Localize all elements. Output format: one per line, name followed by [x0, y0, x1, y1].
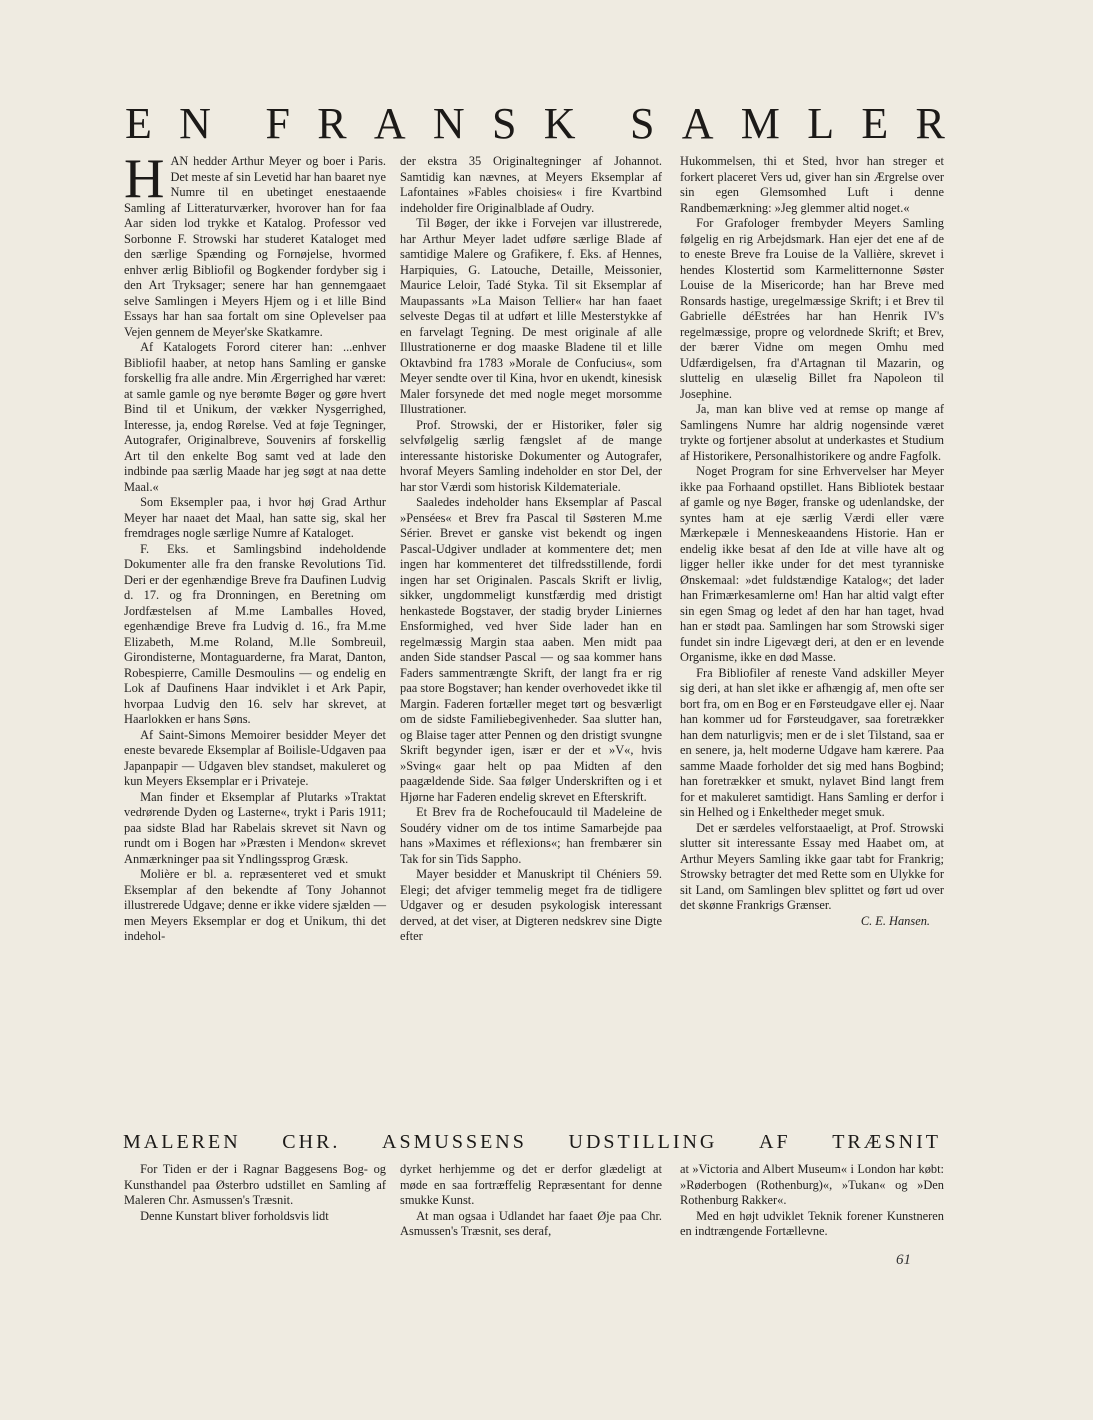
- paragraph: Hukommelsen, thi et Sted, hvor han streger et forkert placeret Vers ud, giver han sin Ærgrelse over sin egen Glemsomhed Luft i denne Randbemærkning: »Jeg glemmer altid noget.«: [680, 154, 944, 215]
- paragraph: Saaledes indeholder hans Eksemplar af Pascal »Pensées« et Brev fra Pascal til Søsteren M.me Sérier. Brevet er ganske vist bekendt og ingen Pascal-Udgiver undlader at kommentere det; men ingen har kommenteret det tilfredsstillende, fordi ingen har set Originalen. Pascals Skrift er livlig, sikker, ungdommeligt kunstfærdig med dristigt henkastede Bogstaver, der stadig bryder Liniernes Ensformighed, ved hver Side lader han en regelmæssig Margin staa aaben. Men midt paa anden Side standser Pascal — og saa kommer hans Faders sammentrængte Skrift, der langt fra er rig paa store Bogstaver; han kender overhovedet ikke til Margin. Faderen fortæller meget tørt og besværligt om de sidste Familiebegivenheder. Saa slutter han, og Blaise tager atter Pennen og den dristigt svungne Skrift begynder igen, især er der et »V«, hvis »Sving« gaar helt op paa Midten af den paagældende Side. Saa følger Underskriften og i et Hjørne har Faderen endelig skrevet en Efterskrift.: [400, 495, 662, 804]
- article-column-3: [680, 154, 944, 929]
- paragraph: Molière er bl. a. repræsenteret ved et smukt Eksemplar af den bekendte af Tony Johannot illustrerede Udgave; denne er ikke videre sjælden — men Meyers Eksemplar er dog et Unikum, thi det indehol-: [124, 867, 386, 943]
- article-title: [125, 99, 945, 148]
- title-letter: L: [807, 99, 835, 148]
- paragraph: For Grafologer frembyder Meyers Samling følgelig en rig Arbejdsmark. Han ejer det ene af de to eneste Breve fra Louise de la Vallière, skrevet i hendes Klostertid som Karmelitternonne Søster Louise de la Misericorde; han har Breve med Ronsards hastige, uregelmæssige Skrift; i et Brev til Gabrielle déEstrées har han Henrik IV's regelmæssige, propre og velordnede Skrift; et Brev, der bærer Vidne om megen Omhu med Udfærdigelsen, fra d'Artagnan til Mazarin, og sluttelig en ulæselig Billet fra Napoleon til Josephine.: [680, 216, 944, 401]
- signature: C. E. Hansen.: [860, 913, 930, 928]
- article-column-2: [400, 154, 662, 945]
- title-letter: R: [317, 99, 347, 148]
- paragraph: Mayer besidder et Manuskript til Chéniers 59. Elegi; det afviger temmelig meget fra de tidligere Udgaver og er desuden psykologisk interessant derved, at det viser, at Digteren nedskrev sine Digte efter: [400, 867, 662, 943]
- title-letter: M: [740, 99, 780, 148]
- paragraph: der ekstra 35 Originaltegninger af Johannot. Samtidig kan nævnes, at Meyers Eksemplar af Lafontaines »Fables choisies« i fire Kvartbind indeholder fire Originalblade af Oudry.: [400, 154, 662, 215]
- title-word: AF: [759, 1131, 791, 1153]
- paragraph: Prof. Strowski, der er Historiker, føler sig selvfølgelig særlig fængslet af de mange interessante historiske Dokumenter og Autografer, hvoraf Meyers Samling indeholder en stor Del, der har stor Værdi som historisk Kildemateriale.: [400, 417, 662, 494]
- page-number: 61: [896, 1252, 911, 1268]
- title-word: CHR.: [282, 1131, 341, 1153]
- title-letter: E: [861, 99, 889, 148]
- title-letter: N: [179, 99, 211, 148]
- paragraph: dyrket herhjemme og det er derfor glædeligt at møde en saa fortræffelig Repræsentant for denne smukke Kunst.: [400, 1162, 662, 1207]
- paragraph: Som Eksempler paa, i hvor høj Grad Arthur Meyer har naaet det Maal, han satte sig, skal her fremdrages nogle særlige Numre af Kataloget.: [124, 495, 386, 540]
- section-column-2: [400, 1162, 662, 1240]
- paragraph: Man finder et Eksemplar af Plutarks »Traktat vedrørende Dyden og Lasterne«, trykt i Paris 1911; paa sidste Blad har Rabelais skrevet sit Navn og rundt om i Bogen har »Præsten i Mendon« skrevet Anmærkninger paa sit Yndlingssprog Græsk.: [124, 789, 386, 866]
- title-letter: K: [543, 99, 576, 148]
- paragraph: Et Brev fra de Rochefoucauld til Madeleine de Soudéry vidner om de tos intime Samarbejde paa hans »Maximes et réflexions«; han frembærer sin Tak for sin Tids Sappho.: [400, 805, 662, 866]
- paragraph: Af Saint-Simons Memoirer besidder Meyer det eneste bevarede Eksemplar af Boilisle-Udgaven paa Japanpapir — Udgaven blev standset, makuleret og kun Meyers Eksemplar er i Privateje.: [124, 727, 386, 788]
- drop-cap: H: [124, 148, 165, 210]
- paragraph: Det er særdeles velforstaaeligt, at Prof. Strowski slutter sit interessante Essay med Haabet om, at Arthur Meyers Samling ikke gaar tabt for Frankrig; Strowsky betragter det med Rette som en Ulykke for sit Land, om Samlingen blev splittet og ført ud over det skønne Frankrigs Grænser.: [680, 820, 944, 912]
- title-letter: F: [265, 99, 290, 148]
- paragraph: [124, 148, 386, 340]
- paragraph: Til Bøger, der ikke i Forvejen var illustrerede, har Arthur Meyer ladet udføre særlige Blade af samtidige Malere og Grafikere, f. Eks. af Hennes, Harpiquies, G. Latouche, Detaille, Meissonier, Maurice Leloir, Tadé Styka. Til sit Eksemplar af Maupassants »La Maison Tellier« har han faaet selveste Degas til at udført et lille Mesterstykke af en farvelagt Tegning. De mest originale af alle Illustrationerne er dog maaske Bladene til et lille Oktavbind fra 1783 »Morale de Confucius«, som Meyer sendte over til Kina, hvor en ukendt, kinesisk Maler forsynede det med nogle meget morsomme Illustrationer.: [400, 216, 662, 416]
- paragraph: Denne Kunstart bliver forholdsvis lidt: [140, 1208, 329, 1223]
- title-letter: E: [125, 99, 152, 148]
- article-column-1: [124, 148, 386, 945]
- title-letter: N: [432, 99, 465, 148]
- title-letter: R: [915, 99, 945, 148]
- title-word: TRÆSNIT: [832, 1131, 941, 1153]
- title-letter: A: [373, 99, 406, 148]
- paragraph: Ja, man kan blive ved at remse op mange af Samlingens Numre har aldrig nogensinde været trykte og fortjener absolut at underkastes et Studium af Historikere, Personalhistorikere og andre Fagfolk.: [680, 402, 944, 463]
- paragraph: Af Katalogets Forord citerer han: ...enhver Bibliofil haaber, at netop hans Samling er ganske forskellig fra alle andre. Min Ærgerrighed har været: at samle gamle og nye berømte Bøger og gøre hvert Bind til et Unikum, der vækker Nysgerrighed, Interesse, ja, endog Rørelse. Ved at føje Tegninger, Autografer, Originalbreve, Souvenirs af forskellig Art til den enkelte Bog samt ved at lade den indbinde paa særlig Maade har jeg søgt at naa dette Maal.«: [124, 340, 386, 494]
- section-column-3: [680, 1162, 944, 1240]
- section-title: [123, 1132, 941, 1152]
- title-word: ASMUSSENS: [382, 1131, 527, 1153]
- title-word: MALEREN: [123, 1131, 241, 1153]
- title-letter: S: [491, 99, 517, 148]
- title-letter: S: [630, 99, 655, 148]
- paragraph: Noget Program for sine Erhvervelser har Meyer ikke paa Forhaand opstillet. Hans Bibliotek bestaar af gamle og nye Bøger, franske og udenlandske, der syntes ham at eje særlig Værdi eller være Mærkepæle i Menneskeaandens Historie. Han er endelig ikke besat af den Ide at ville have alt og ligger heller ikke under for det mest tyranniske Ønskemaal: »det fuldstændige Katalog«; det lader han Frimærkesamlerne om! Han har altid valgt efter sin egen Smag og ledet af den har han taget, hvad han er stødt paa. Samlingen har som Strowski siger fundet sin indre Ligevægt deri, at den er en levende Organisme, ikke en død Masse.: [680, 464, 944, 664]
- title-word: UDSTILLING: [568, 1131, 718, 1153]
- title-letter: A: [681, 99, 714, 148]
- paragraph: Fra Bibliofiler af reneste Vand adskiller Meyer sig deri, at han slet ikke er afhængig af, men ofte ser bort fra, om en Bog er en Førsteudgave eller ej. Naar han kommer ud for Førsteudgaver, saa foretrækker han dem naturligvis; men er de i slet Tilstand, saa er en senere, ja, helt moderne Udgave ham kærere. Paa samme Maade forholder det sig med hans Bogbind; han foretrækker et smukt, nylavet Bind langt frem for et makuleret samtidigt. Hans Samling er derfor i sin Helhed og i Enkeltheder meget smuk.: [680, 665, 944, 819]
- paragraph: At man ogsaa i Udlandet har faaet Øje paa Chr. Asmussen's Træsnit, ses deraf,: [400, 1208, 662, 1238]
- paragraph: For Tiden er der i Ragnar Baggesens Bog- og Kunsthandel paa Østerbro udstillet en Samling af Maleren Chr. Asmussen's Træsnit.: [124, 1162, 386, 1207]
- paragraph: F. Eks. et Samlingsbind indeholdende Dokumenter alle fra den franske Revolutions Tid. Deri er der egenhændige Breve fra Daufinen Ludvig d. 17. og fra Dronningen, en Beretning om Jordfæstelsen af M.me Lamballes Hoved, egenhændige Breve fra Ludvig d. 16., fra M.me Elizabeth, M.me Roland, M.lle Sombreuil, Girondisterne, Montaguarderne, fra Marat, Danton, Robespierre, Camille Desmoulins — og endelig en Lok af Daufinens Haar indviklet i et Ark Papir, hvorpaa Ludvig den 16. selv har skrevet, at Haarlokken er hans Søns.: [124, 541, 386, 726]
- section-column-1: [124, 1162, 386, 1224]
- paragraph: Med en højt udviklet Teknik forener Kunstneren en indtrængende Fortællevne.: [680, 1208, 944, 1238]
- paragraph: at »Victoria and Albert Museum« i London har købt: »Røderbogen (Rothenburg)«, »Tukan« og »Den Rothenburg Rakker«.: [680, 1162, 944, 1207]
- paragraph-text: AN hedder Arthur Meyer og boer i Paris. Det meste af sin Levetid har han baaret nye Numre til en ubetinget enestaaende Samling af Litteraturværker, hvorover han for faa Aar siden lod trykke et Katalog. Professor ved Sorbonne F. Strowski har studeret Kataloget med den særlige Spænding og Fornøjelse, hvormed enhver ærlig Bibliofil og Bogkender fordyber sig i den Art Tryksager; senere har han gennemgaaet selve Samlingen i Meyers Hjem og i et lille Bind Essays har han saa fortalt om sine Oplevelser paa Vejen gennem de Meyer'ske Skatkamre.: [124, 154, 386, 339]
